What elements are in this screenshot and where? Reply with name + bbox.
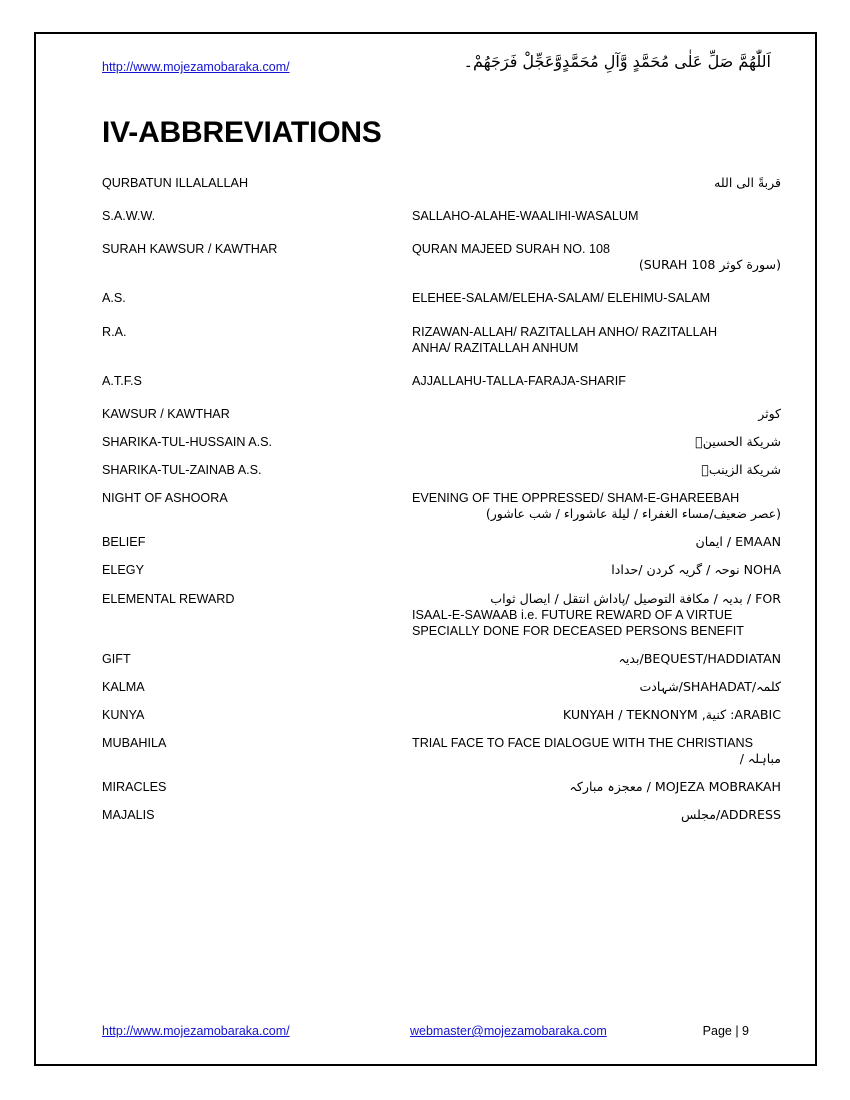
definition-line: قربةً الى الله <box>714 175 781 190</box>
abbreviation-definition <box>412 779 781 795</box>
definition-line: ISAAL-E-SAWAAB i.e. FUTURE REWARD OF A VIRTUE <box>412 607 733 622</box>
footer-site-link[interactable]: http://www.mojezamobaraka.com/ <box>102 1024 290 1038</box>
page-title: IV-ABBREVIATIONS <box>102 116 382 149</box>
document-page <box>34 32 817 1066</box>
table-row <box>102 490 781 522</box>
footer-email-link[interactable]: webmaster@mojezamobaraka.com <box>410 1024 607 1038</box>
definition-line: EVENING OF THE OPPRESSED/ SHAM-E-GHAREEBAH <box>412 491 740 506</box>
abbreviation-definition <box>412 290 781 306</box>
abbreviation-definition <box>412 373 781 389</box>
definition-line: SPECIALLY DONE FOR DECEASED PERSONS BENEFIT <box>412 623 744 638</box>
row-spacer <box>102 389 781 406</box>
abbreviation-term: SHARIKA-TUL-ZAINAB A.S. <box>102 463 262 478</box>
abbreviation-term: R.A. <box>102 324 127 339</box>
abbreviation-definition <box>412 208 781 224</box>
abbreviation-term: A.T.F.S <box>102 373 142 388</box>
abbreviation-term: S.A.W.W. <box>102 209 156 224</box>
row-spacer <box>102 579 781 591</box>
abbreviation-definition <box>412 735 781 767</box>
definition-line: ANHA/ RAZITALLAH ANHUM <box>412 340 579 355</box>
table-row <box>102 373 781 389</box>
row-spacer <box>102 273 781 290</box>
definition-line: ADDRESS/مجلس <box>680 807 781 823</box>
table-row <box>102 562 781 578</box>
abbreviation-term: KALMA <box>102 679 145 694</box>
table-row <box>102 735 781 767</box>
abbreviation-definition <box>412 406 781 422</box>
abbreviation-term: A.S. <box>102 291 126 306</box>
header-site-link[interactable]: http://www.mojezamobaraka.com/ <box>102 60 290 74</box>
row-spacer <box>102 191 781 208</box>
row-spacer <box>102 356 781 373</box>
abbreviation-definition <box>412 707 781 723</box>
abbreviation-term: MIRACLES <box>102 780 167 795</box>
abbreviation-term: ELEGY <box>102 563 144 578</box>
row-spacer <box>102 450 781 462</box>
definition-line: شريكة الحسينؑ <box>695 433 781 449</box>
row-spacer <box>102 824 781 836</box>
row-spacer <box>102 522 781 534</box>
page-number: Page | 9 <box>702 1024 749 1038</box>
table-row <box>102 175 781 191</box>
definition-line: EMAAN / ايمان <box>695 534 781 550</box>
page-footer <box>102 1024 781 1042</box>
table-row <box>102 534 781 550</box>
abbreviation-definition <box>412 434 781 450</box>
abbreviation-definition <box>412 651 781 667</box>
abbreviation-definition <box>412 807 781 823</box>
table-row <box>102 208 781 224</box>
table-row <box>102 679 781 695</box>
table-row <box>102 807 781 823</box>
definition-line: مباہلہ / <box>739 751 781 767</box>
abbreviation-definition <box>412 679 781 695</box>
abbreviation-definition <box>412 490 781 522</box>
definition-line: MOJEZA MOBRAKAH / معجزہ مبارکہ <box>569 779 781 795</box>
row-spacer <box>102 695 781 707</box>
abbreviation-definition <box>412 324 781 356</box>
definition-line: ELEHEE-SALAM/ELEHA-SALAM/ ELEHIMU-SALAM <box>412 291 711 306</box>
abbreviation-term: MAJALIS <box>102 808 155 823</box>
row-spacer <box>102 550 781 562</box>
abbreviation-definition <box>412 462 781 478</box>
abbreviation-definition <box>412 175 781 191</box>
abbreviation-term: SHARIKA-TUL-HUSSAIN A.S. <box>102 434 273 449</box>
definition-line: شريكة الزينبؑ <box>701 462 781 478</box>
definition-line: QURAN MAJEED SURAH NO. 108 <box>412 242 611 257</box>
definition-line: SALLAHO-ALAHE-WAALIHI-WASALUM <box>412 209 639 224</box>
page-header <box>102 52 781 94</box>
abbreviation-term: MUBAHILA <box>102 736 167 751</box>
abbreviation-definition <box>412 562 781 578</box>
abbreviation-definition <box>412 591 781 639</box>
definition-line: NOHA نوحہ / گريہ كردن /حدادا <box>611 562 781 578</box>
definition-line: (عصر ضعيف/مساء الغفراء / ليلة عاشوراء / شب عاشور) <box>485 506 781 522</box>
table-row <box>102 406 781 422</box>
definition-line: TRIAL FACE TO FACE DIALOGUE WITH THE CHRISTIANS <box>412 736 754 751</box>
row-spacer <box>102 667 781 679</box>
abbreviation-term: NIGHT OF ASHOORA <box>102 491 228 506</box>
table-row <box>102 290 781 306</box>
abbreviation-term: KUNYA <box>102 708 145 723</box>
definition-line: BEQUEST/HADDIATAN/بديہ <box>618 650 781 666</box>
abbreviation-term: BELIEF <box>102 535 146 550</box>
row-spacer <box>102 422 781 434</box>
table-row <box>102 779 781 795</box>
abbreviation-term: SURAH KAWSUR / KAWTHAR <box>102 242 278 257</box>
row-spacer <box>102 795 781 807</box>
page-content <box>102 52 781 1054</box>
row-spacer <box>102 307 781 324</box>
row-spacer <box>102 224 781 241</box>
table-row <box>102 707 781 723</box>
row-spacer <box>102 723 781 735</box>
abbreviation-term: ELEMENTAL REWARD <box>102 591 235 606</box>
table-row <box>102 324 781 356</box>
definition-line: كوثر <box>758 405 781 421</box>
abbreviation-definition <box>412 534 781 550</box>
definition-line: AJJALLAHU-TALLA-FARAJA-SHARIF <box>412 373 626 388</box>
definition-line: كلمہ/SHAHADAT/شہادت <box>639 678 781 694</box>
definition-line: ARABIC: كنية, KUNYAH / TEKNONYM <box>562 707 781 723</box>
table-row <box>102 651 781 667</box>
abbreviation-term: KAWSUR / KAWTHAR <box>102 406 230 421</box>
definition-line: (سورة كوثر SURAH 108) <box>638 257 781 273</box>
table-row <box>102 434 781 450</box>
table-row <box>102 462 781 478</box>
row-spacer <box>102 639 781 651</box>
definition-line: FOR / بديہ / مكافة التوصيل /پاداش انتقل / ايصال ثواب <box>490 590 781 606</box>
abbreviation-definition <box>412 241 781 273</box>
abbreviation-term: QURBATUN ILLALALLAH <box>102 176 249 190</box>
row-spacer <box>102 767 781 779</box>
abbreviation-term: GIFT <box>102 651 131 666</box>
row-spacer <box>102 478 781 490</box>
table-row <box>102 591 781 639</box>
definition-line: RIZAWAN-ALLAH/ RAZITALLAH ANHO/ RAZITALLAH <box>412 324 718 339</box>
abbreviations-table <box>102 175 781 836</box>
header-salawat-text: اَللّٰهُمَّ صَلِّ عَلٰى مُحَمَّدٍ وَّآلِ مُحَمَّدٍوَّعَجِّلْ فَرَجَهُمْ۔ <box>463 52 771 71</box>
table-row <box>102 241 781 273</box>
